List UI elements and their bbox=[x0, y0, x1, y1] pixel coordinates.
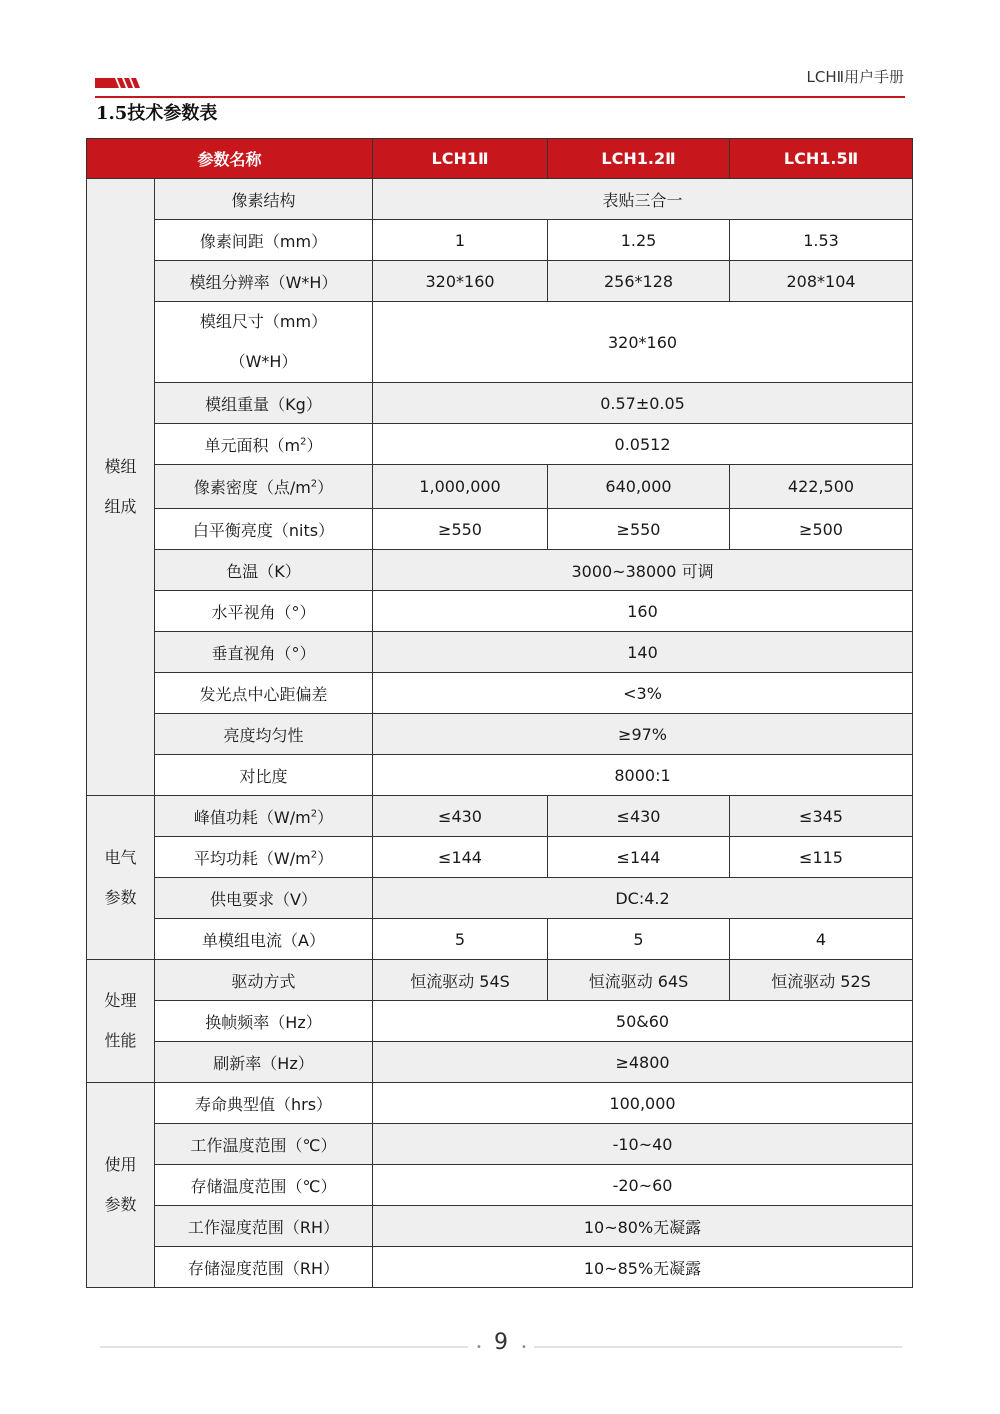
header-model-lch1: LCH1Ⅱ bbox=[373, 139, 548, 179]
table-row bbox=[87, 550, 913, 591]
table-row bbox=[87, 1206, 913, 1247]
superscript: 2 bbox=[310, 808, 318, 820]
value-lch1-5: 4 bbox=[730, 919, 913, 960]
superscript: 2 bbox=[310, 478, 318, 490]
group-label bbox=[87, 796, 155, 960]
value-lch1: 1,000,000 bbox=[373, 465, 548, 509]
param-name: 工作湿度范围（RH） bbox=[155, 1206, 373, 1247]
header-title: LCHⅡ用户手册 bbox=[806, 68, 904, 86]
value-lch1: 恒流驱动 54S bbox=[373, 960, 548, 1001]
param-name: 色温（K） bbox=[155, 550, 373, 591]
param-name: 寿命典型值（hrs） bbox=[155, 1083, 373, 1124]
value-lch1: ≥550 bbox=[373, 509, 548, 550]
param-name: 水平视角（°） bbox=[155, 591, 373, 632]
param-name: 工作温度范围（℃） bbox=[155, 1124, 373, 1165]
value-lch1-2: ≤144 bbox=[548, 837, 730, 878]
section-title: 1.5技术参数表 bbox=[96, 103, 218, 124]
param-name-suffix: ） bbox=[317, 848, 334, 868]
value-lch1-5: ≤345 bbox=[730, 796, 913, 837]
footer-divider-left bbox=[100, 1346, 468, 1348]
param-value: ≥4800 bbox=[373, 1042, 913, 1083]
table-row bbox=[87, 837, 913, 878]
param-name: 像素间距（mm） bbox=[155, 220, 373, 261]
param-value: 8000:1 bbox=[373, 755, 913, 796]
table-row bbox=[87, 383, 913, 424]
group-label bbox=[87, 179, 155, 796]
page-number: 9 bbox=[494, 1330, 508, 1355]
param-value: 140 bbox=[373, 632, 913, 673]
header-param-name: 参数名称 bbox=[87, 139, 373, 179]
param-name: 存储温度范围（℃） bbox=[155, 1165, 373, 1206]
value-lch1-2: 5 bbox=[548, 919, 730, 960]
param-name-text: 峰值功耗（W/m bbox=[193, 807, 311, 827]
param-name-text: 模组尺寸（mm）（W*H） bbox=[199, 312, 328, 371]
footer-dot-icon: • bbox=[476, 1342, 482, 1353]
param-name: 像素结构 bbox=[155, 179, 373, 220]
param-value: 3000~38000 可调 bbox=[373, 550, 913, 591]
value-lch1: 1 bbox=[373, 220, 548, 261]
param-value: <3% bbox=[373, 673, 913, 714]
value-lch1-2: 256*128 bbox=[548, 261, 730, 302]
value-lch1: 320*160 bbox=[373, 261, 548, 302]
param-value: 0.57±0.05 bbox=[373, 383, 913, 424]
group-label-text: 模组组成 bbox=[104, 457, 137, 516]
table-row bbox=[87, 591, 913, 632]
param-value: ≥97% bbox=[373, 714, 913, 755]
param-name: 驱动方式 bbox=[155, 960, 373, 1001]
value-lch1-2: ≥550 bbox=[548, 509, 730, 550]
value-lch1-5: ≥500 bbox=[730, 509, 913, 550]
param-value: 表贴三合一 bbox=[373, 179, 913, 220]
table-row bbox=[87, 220, 913, 261]
table-row bbox=[87, 632, 913, 673]
footer-divider-right bbox=[534, 1346, 902, 1348]
param-value: -10~40 bbox=[373, 1124, 913, 1165]
param-value: 320*160 bbox=[373, 302, 913, 383]
table-row bbox=[87, 424, 913, 465]
table-row bbox=[87, 919, 913, 960]
table-header-row bbox=[87, 139, 913, 179]
param-value: DC:4.2 bbox=[373, 878, 913, 919]
superscript: 2 bbox=[310, 849, 318, 861]
param-name-text: 平均功耗（W/m bbox=[193, 848, 311, 868]
group-label-text: 电气参数 bbox=[104, 847, 137, 907]
param-name: 亮度均匀性 bbox=[155, 714, 373, 755]
param-name: 发光点中心距偏差 bbox=[155, 673, 373, 714]
group-label bbox=[87, 960, 155, 1083]
param-name bbox=[155, 302, 373, 383]
footer-dot-icon: • bbox=[521, 1342, 527, 1353]
table-row bbox=[87, 673, 913, 714]
param-value: 100,000 bbox=[373, 1083, 913, 1124]
param-name: 单模组电流（A） bbox=[155, 919, 373, 960]
param-value: 0.0512 bbox=[373, 424, 913, 465]
table-row bbox=[87, 1083, 913, 1124]
value-lch1: ≤430 bbox=[373, 796, 548, 837]
param-name: 换帧频率（Hz） bbox=[155, 1001, 373, 1042]
table-row bbox=[87, 1165, 913, 1206]
value-lch1-2: 1.25 bbox=[548, 220, 730, 261]
param-name bbox=[155, 465, 373, 509]
value-lch1-2: 恒流驱动 64S bbox=[548, 960, 730, 1001]
table-row bbox=[87, 179, 913, 220]
param-name: 模组分辨率（W*H） bbox=[155, 261, 373, 302]
param-name-suffix: ） bbox=[317, 478, 334, 497]
header-divider bbox=[95, 96, 905, 98]
table-row bbox=[87, 302, 913, 383]
table-row bbox=[87, 714, 913, 755]
spec-table bbox=[86, 138, 913, 1288]
param-name bbox=[155, 424, 373, 465]
value-lch1-5: 恒流驱动 52S bbox=[730, 960, 913, 1001]
param-value: -20~60 bbox=[373, 1165, 913, 1206]
group-label bbox=[87, 1083, 155, 1288]
value-lch1: 5 bbox=[373, 919, 548, 960]
value-lch1-5: 422,500 bbox=[730, 465, 913, 509]
param-name: 供电要求（V） bbox=[155, 878, 373, 919]
value-lch1-5: 1.53 bbox=[730, 220, 913, 261]
param-name: 白平衡亮度（nits） bbox=[155, 509, 373, 550]
value-lch1: ≤144 bbox=[373, 837, 548, 878]
param-name: 存储湿度范围（RH） bbox=[155, 1247, 373, 1288]
value-lch1-5: ≤115 bbox=[730, 837, 913, 878]
param-value: 50&60 bbox=[373, 1001, 913, 1042]
table-row bbox=[87, 755, 913, 796]
table-row bbox=[87, 1247, 913, 1288]
param-name: 模组重量（Kg） bbox=[155, 383, 373, 424]
param-value: 160 bbox=[373, 591, 913, 632]
value-lch1-2: ≤430 bbox=[548, 796, 730, 837]
table-row bbox=[87, 509, 913, 550]
param-name: 垂直视角（°） bbox=[155, 632, 373, 673]
param-value: 10~85%无凝露 bbox=[373, 1247, 913, 1288]
param-name-text: 像素密度（点/m bbox=[193, 478, 311, 497]
brand-logo-icon bbox=[95, 76, 141, 90]
table-row bbox=[87, 960, 913, 1001]
param-name bbox=[155, 796, 373, 837]
param-name bbox=[155, 837, 373, 878]
param-name: 刷新率（Hz） bbox=[155, 1042, 373, 1083]
param-name-suffix: ） bbox=[317, 807, 334, 827]
table-row bbox=[87, 1124, 913, 1165]
superscript: 2 bbox=[300, 436, 307, 448]
value-lch1-5: 208*104 bbox=[730, 261, 913, 302]
group-label-text: 使用参数 bbox=[104, 1155, 137, 1214]
table-row bbox=[87, 1001, 913, 1042]
value-lch1-2: 640,000 bbox=[548, 465, 730, 509]
header-model-lch1-5: LCH1.5Ⅱ bbox=[730, 139, 913, 179]
group-label-text: 处理性能 bbox=[104, 991, 137, 1050]
table-row bbox=[87, 465, 913, 509]
table-row bbox=[87, 1042, 913, 1083]
param-value: 10~80%无凝露 bbox=[373, 1206, 913, 1247]
table-row bbox=[87, 878, 913, 919]
table-row bbox=[87, 796, 913, 837]
table-row bbox=[87, 261, 913, 302]
param-name-suffix: ） bbox=[306, 435, 323, 455]
param-name-text: 单元面积（m bbox=[204, 435, 301, 455]
param-name: 对比度 bbox=[155, 755, 373, 796]
header-model-lch1-2: LCH1.2Ⅱ bbox=[548, 139, 730, 179]
